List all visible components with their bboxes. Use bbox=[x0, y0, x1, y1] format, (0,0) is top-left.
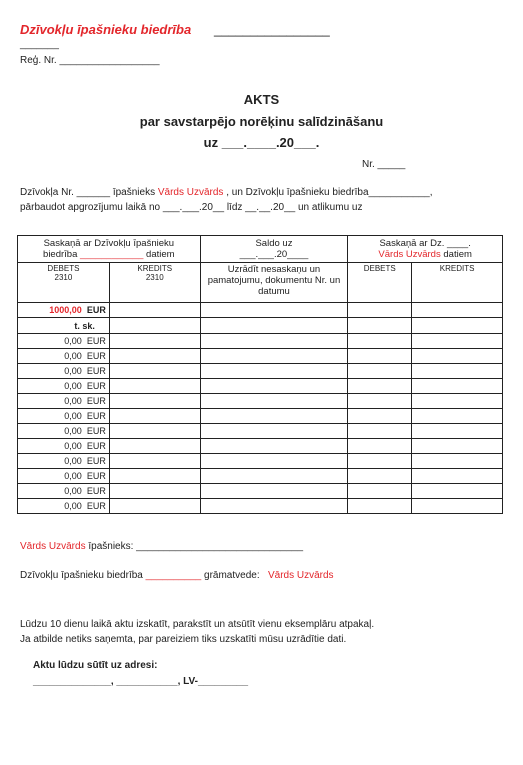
col-head-owner: Saskaņā ar Dz. ____. Vārds Uzvārds datiem bbox=[348, 236, 503, 263]
intro-line-1: Dzīvokļa Nr. ______ īpašnieks Vārds Uzvārds , un Dzīvokļu īpašnieku biedrība___________, bbox=[20, 187, 433, 198]
association-blank: ________________ bbox=[214, 22, 330, 37]
kredits-head-2: KREDITS bbox=[412, 263, 503, 303]
row-amount: 0,00 EUR bbox=[18, 484, 110, 499]
table-row bbox=[18, 409, 503, 424]
table-row bbox=[18, 454, 503, 469]
address-label: Aktu lūdzu sūtīt uz adresi: bbox=[33, 660, 158, 671]
small-blank: _______ bbox=[20, 39, 59, 50]
first-amount: 1000,00 EUR bbox=[18, 303, 110, 318]
table-row bbox=[18, 349, 503, 364]
row-amount: 0,00 EUR bbox=[18, 469, 110, 484]
debets-head: DEBETS 2310 bbox=[18, 263, 110, 303]
col-head-association: Saskaņā ar Dzīvokļu īpašnieku biedrība ____________ datiem bbox=[18, 236, 201, 263]
kredits-head: KREDITS 2310 bbox=[109, 263, 200, 303]
table-row bbox=[18, 439, 503, 454]
doc-title: AKTS bbox=[243, 92, 280, 107]
table-row bbox=[18, 484, 503, 499]
reconciliation-table bbox=[17, 235, 503, 514]
row-amount: 0,00 EUR bbox=[18, 364, 110, 379]
address-line: ______________, ___________, LV-_________ bbox=[33, 676, 249, 687]
row-amount: 0,00 EUR bbox=[18, 379, 110, 394]
row-amount: 0,00 EUR bbox=[18, 349, 110, 364]
row-amount: 0,00 EUR bbox=[18, 424, 110, 439]
row-amount: 0,00 EUR bbox=[18, 334, 110, 349]
table-row bbox=[18, 334, 503, 349]
notice-line-1: Lūdzu 10 dienu laikā aktu izskatīt, parakstīt un atsūtīt vienu eksemplāru atpakaļ. bbox=[20, 619, 375, 630]
table-row bbox=[18, 499, 503, 514]
doc-subtitle: par savstarpējo norēķinu salīdzināšanu bbox=[139, 114, 384, 129]
table-row bbox=[18, 424, 503, 439]
row-amount: 0,00 EUR bbox=[18, 499, 110, 514]
table-row bbox=[18, 379, 503, 394]
table-row bbox=[18, 394, 503, 409]
notice-line-2: Ja atbilde netiks saņemta, par pareiziem tiks uzskatīti mūsu uzrādītie dati. bbox=[20, 634, 347, 645]
tsk-label: t. sk. bbox=[18, 318, 110, 334]
table-row bbox=[18, 469, 503, 484]
owner-signature-line: Vārds Uzvārds īpašnieks: ______________________________ bbox=[20, 541, 304, 552]
association-title: Dzīvokļu īpašnieku biedrība bbox=[20, 22, 192, 37]
table-row bbox=[18, 364, 503, 379]
row-amount: 0,00 EUR bbox=[18, 409, 110, 424]
intro-line-2: pārbaudot apgrozījumu laikā no ___.___.20__ līdz __.__.20__ un atlikumu uz bbox=[20, 202, 363, 213]
owner-name: Vārds Uzvārds bbox=[157, 187, 224, 198]
doc-date: uz ___.____.20___. bbox=[203, 135, 320, 150]
debets-head-2: DEBETS bbox=[348, 263, 412, 303]
reg-number: Reģ. Nr. __________________ bbox=[20, 55, 160, 66]
accountant-line: Dzīvokļu īpašnieku biedrība __________ grāmatvede: Vārds Uzvārds bbox=[20, 570, 334, 581]
discrepancy-note: Uzrādīt nesaskaņu un pamatojumu, dokumentu Nr. un datumu bbox=[200, 263, 348, 303]
row-amount: 0,00 EUR bbox=[18, 454, 110, 469]
doc-number: Nr. _____ bbox=[362, 159, 406, 170]
row-amount: 0,00 EUR bbox=[18, 439, 110, 454]
row-amount: 0,00 EUR bbox=[18, 394, 110, 409]
col-head-saldo: Saldo uz ___.___.20____ bbox=[200, 236, 348, 263]
